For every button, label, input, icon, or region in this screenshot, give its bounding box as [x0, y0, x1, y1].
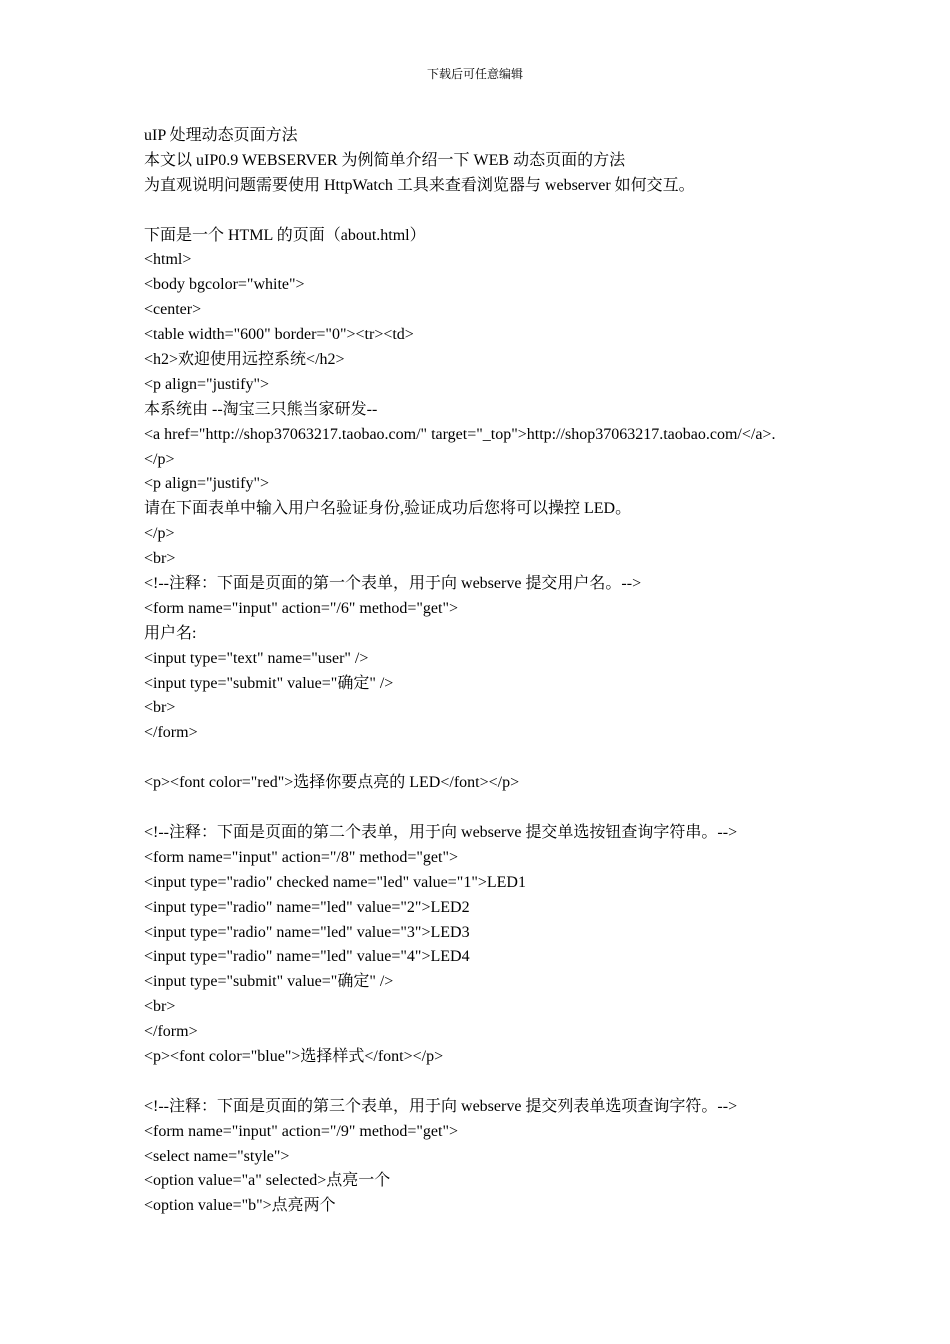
code-line: </form> — [144, 724, 198, 742]
blank-line — [144, 746, 844, 771]
code-line: <p align="justify"> — [144, 475, 270, 493]
doc-line: 下面是一个 HTML 的页面（about.html） — [144, 226, 426, 244]
code-line: <form name="input" action="/8" method="get"> — [144, 848, 459, 866]
document-body — [144, 124, 844, 1219]
code-line: <input type="text" name="user" /> — [144, 649, 369, 667]
code-line: <br> — [144, 699, 176, 717]
code-line: </form> — [144, 1023, 198, 1041]
code-line: <br> — [144, 550, 176, 568]
page-header: 下载后可任意编辑 — [426, 67, 523, 81]
code-line: <input type="submit" value="确定" /> — [144, 973, 394, 991]
code-line: <input type="radio" checked name="led" value="1">LED1 — [144, 873, 526, 891]
code-line: <input type="radio" name="led" value="2">LED2 — [144, 898, 470, 916]
code-line: <p><font color="blue">选择样式</font></p> — [144, 1047, 444, 1065]
code-line: </p> — [144, 450, 175, 468]
code-line: <input type="radio" name="led" value="4">LED4 — [144, 948, 470, 966]
code-line: <center> — [144, 301, 202, 319]
blank-line — [144, 1070, 844, 1095]
code-line: <form name="input" action="/9" method="get"> — [144, 1122, 459, 1140]
code-line: 本系统由 --淘宝三只熊当家研发-- — [144, 400, 378, 418]
code-line: <select name="style"> — [144, 1147, 290, 1165]
doc-line: 本文以 uIP0.9 WEBSERVER 为例简单介绍一下 WEB 动态页面的方法 — [144, 151, 626, 169]
doc-title: uIP 处理动态页面方法 — [144, 127, 298, 144]
doc-line: 为直观说明问题需要使用 HttpWatch 工具来查看浏览器与 webserver 如何交互。 — [144, 176, 695, 194]
code-line: <option value="b">点亮两个 — [144, 1197, 336, 1215]
code-comment-line: <!--注释：下面是页面的第一个表单，用于向 webserve 提交用户名。--> — [144, 575, 642, 593]
code-line: <a href="http://shop37063217.taobao.com/" target="_top">http://shop37063217.taobao.com/</a>. — [144, 425, 776, 443]
blank-line — [144, 796, 844, 821]
code-line: <input type="submit" value="确定" /> — [144, 674, 394, 692]
code-line: <p><font color="red">选择你要点亮的 LED</font></p> — [144, 774, 520, 792]
code-line: <h2>欢迎使用远控系统</h2> — [144, 351, 345, 369]
blank-line — [144, 199, 844, 224]
code-line: <html> — [144, 251, 192, 269]
code-line: <br> — [144, 998, 176, 1016]
code-line: <p align="justify"> — [144, 375, 270, 393]
code-line: </p> — [144, 525, 175, 543]
code-line: <input type="radio" name="led" value="3">LED3 — [144, 923, 470, 941]
code-comment-line: <!--注释：下面是页面的第二个表单，用于向 webserve 提交单选按钮查询字符串。--> — [144, 823, 738, 841]
code-line: <table width="600" border="0"><tr><td> — [144, 326, 414, 344]
code-line: <body bgcolor="white"> — [144, 276, 305, 294]
code-line: 请在下面表单中输入用户名验证身份,验证成功后您将可以操控 LED。 — [144, 500, 632, 518]
code-line: <option value="a" selected>点亮一个 — [144, 1172, 391, 1190]
code-line: 用户名: — [144, 624, 197, 642]
code-comment-line: <!--注释：下面是页面的第三个表单，用于向 webserve 提交列表单选项查询字符。--> — [144, 1097, 738, 1115]
code-line: <form name="input" action="/6" method="get"> — [144, 599, 459, 617]
